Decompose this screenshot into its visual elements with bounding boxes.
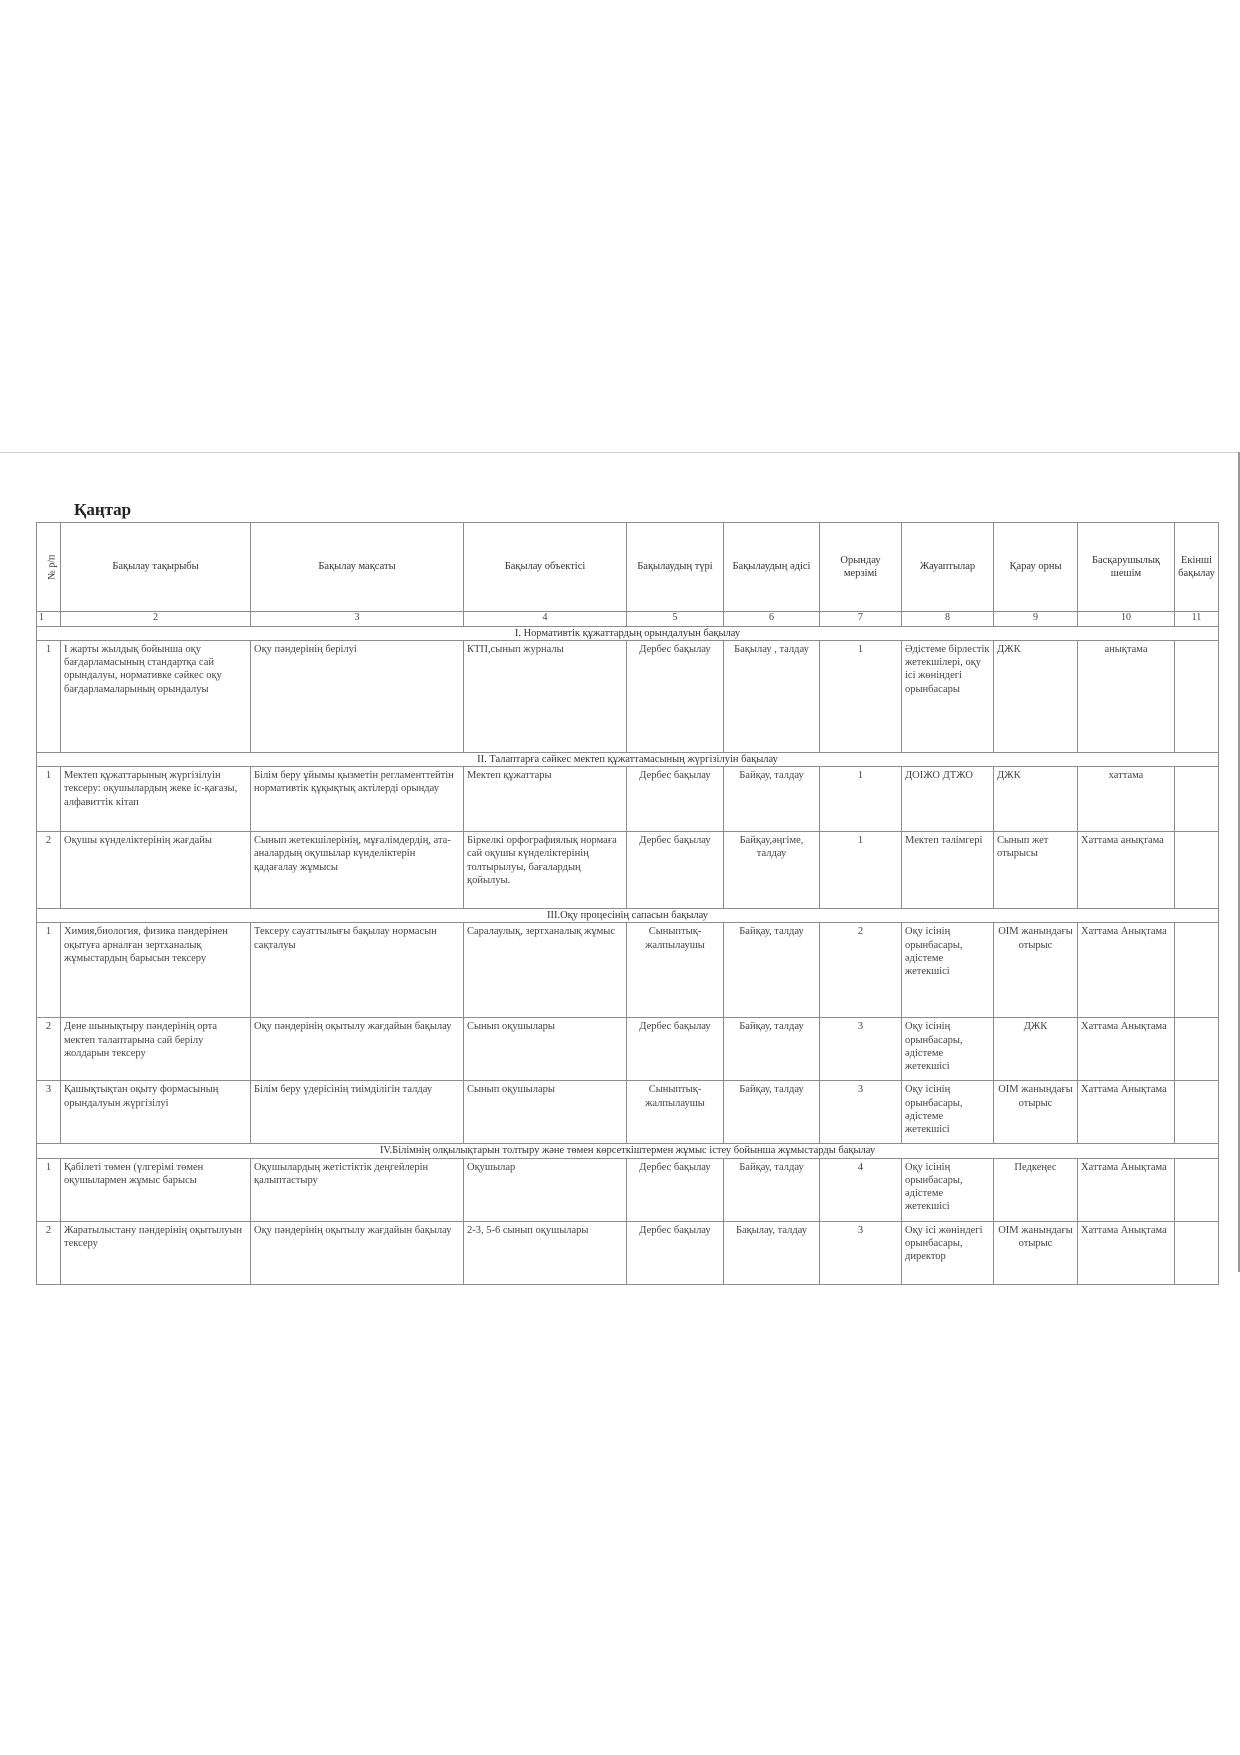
month-title: Қаңтар <box>74 500 132 519</box>
row-second-check <box>1175 767 1219 832</box>
row-object: КТП,сынып журналы <box>464 641 627 753</box>
row-second-check <box>1175 641 1219 753</box>
row-type: Дербес бақылау <box>627 641 724 753</box>
row-topic: І жарты жылдық бойынша оқу бағдарламасының стандартқа сай орындалуы, нормативке сәйкес оқу бағдарламаларының орындалуы <box>61 641 251 753</box>
row-number: 1 <box>37 923 61 1018</box>
row-deadline: 2 <box>820 923 902 1018</box>
row-topic: Қабілеті төмен (үлгерімі төмен оқушылармен жұмыс барысы <box>61 1158 251 1221</box>
header-decision: Басқарушылық шешім <box>1078 523 1175 612</box>
table-row <box>37 832 1219 909</box>
row-venue: ДЖК <box>994 1018 1078 1081</box>
table-row <box>37 1221 1219 1284</box>
row-topic: Химия,биология, физика пәндерінен оқытуға арналған зертханалық жұмыстардың барысын тексеру <box>61 923 251 1018</box>
row-method: Байқау, талдау <box>724 767 820 832</box>
row-venue: ДЖК <box>994 641 1078 753</box>
header-deadline: Орындау мерзімі <box>820 523 902 612</box>
header-type: Бақылаудың түрі <box>627 523 724 612</box>
row-decision: Хаттама Анықтама <box>1078 1081 1175 1144</box>
row-number: 2 <box>37 1018 61 1081</box>
row-deadline: 3 <box>820 1081 902 1144</box>
row-second-check <box>1175 1018 1219 1081</box>
table-row <box>37 641 1219 753</box>
row-object: Біркелкі орфографиялық нормаға сай оқушы күнделіктерінің толтырылуы, бағалардың қойылуы. <box>464 832 627 909</box>
row-method: Байқау, талдау <box>724 1081 820 1144</box>
index-cell: 3 <box>251 612 464 627</box>
page-edge <box>0 452 1240 453</box>
row-venue: Педкеңес <box>994 1158 1078 1221</box>
row-deadline: 1 <box>820 641 902 753</box>
row-deadline: 1 <box>820 767 902 832</box>
section-heading <box>37 627 1219 641</box>
row-deadline: 3 <box>820 1221 902 1284</box>
row-number: 1 <box>37 1158 61 1221</box>
row-venue: ДЖК <box>994 767 1078 832</box>
row-venue: ОІМ жанындағы отырыс <box>994 1081 1078 1144</box>
row-decision: анықтама <box>1078 641 1175 753</box>
section-heading <box>37 1144 1219 1158</box>
index-cell: 7 <box>820 612 902 627</box>
index-cell: 11 <box>1175 612 1219 627</box>
row-type: Дербес бақылау <box>627 1018 724 1081</box>
row-number: 2 <box>37 832 61 909</box>
row-responsible: ДОІЖО ДТЖО <box>902 767 994 832</box>
section-title: III.Оқу процесінің сапасын бақылау <box>37 909 1219 923</box>
row-number: 1 <box>37 641 61 753</box>
section-title: I. Нормативтік құжаттардың орындалуын бақылау <box>37 627 1219 641</box>
row-goal: Оқу пәндерінің берілуі <box>251 641 464 753</box>
row-venue: ОІМ жанындағы отырыс <box>994 1221 1078 1284</box>
control-plan-table <box>36 522 1219 1285</box>
header-object: Бақылау объектісі <box>464 523 627 612</box>
index-cell: 9 <box>994 612 1078 627</box>
row-responsible: Оқу ісі жөніндегі орынбасары, директор <box>902 1221 994 1284</box>
row-goal: Білім беру үдерісінің тиімділігін талдау <box>251 1081 464 1144</box>
table-row <box>37 767 1219 832</box>
row-decision: Хаттама Анықтама <box>1078 1018 1175 1081</box>
row-object: Сынып оқушылары <box>464 1018 627 1081</box>
row-object: 2-3, 5-6 сынып оқушылары <box>464 1221 627 1284</box>
row-method: Байқау, талдау <box>724 923 820 1018</box>
index-cell: 1 <box>37 612 61 627</box>
header-venue: Қарау орны <box>994 523 1078 612</box>
row-method: Бақылау, талдау <box>724 1221 820 1284</box>
row-number: 3 <box>37 1081 61 1144</box>
row-type: Сыныптық-жалпылаушы <box>627 1081 724 1144</box>
row-second-check <box>1175 832 1219 909</box>
row-responsible: Оқу ісінің орынбасары, әдістеме жетекшісі <box>902 923 994 1018</box>
row-venue: Сынып жет отырысы <box>994 832 1078 909</box>
table-row <box>37 1018 1219 1081</box>
header-second: Екінші бақылау <box>1175 523 1219 612</box>
row-number: 1 <box>37 767 61 832</box>
table-row <box>37 923 1219 1018</box>
row-goal: Сынып жетекшілерінің, мұғалімдердің, ата-аналардың оқушылар күнделіктерін қадағалау жұмысы <box>251 832 464 909</box>
row-object: Сынып оқушылары <box>464 1081 627 1144</box>
row-goal: Оқушылардың жетістіктік деңгейлерін қалыптастыру <box>251 1158 464 1221</box>
row-responsible: Оқу ісінің орынбасары, әдістеме жетекшісі <box>902 1018 994 1081</box>
row-responsible: Оқу ісінің орынбасары, әдістеме жетекшісі <box>902 1081 994 1144</box>
row-venue: ОІМ жанындағы отырыс <box>994 923 1078 1018</box>
row-type: Сыныптық-жалпылаушы <box>627 923 724 1018</box>
row-method: Байқау,әңгіме, талдау <box>724 832 820 909</box>
row-second-check <box>1175 923 1219 1018</box>
header-topic: Бақылау тақырыбы <box>61 523 251 612</box>
index-cell: 2 <box>61 612 251 627</box>
row-method: Бақылау , талдау <box>724 641 820 753</box>
index-cell: 10 <box>1078 612 1175 627</box>
header-num: № р/п <box>37 523 61 612</box>
section-title: IV.Білімнің олқылықтарын толтыру және төмен көрсеткіштермен жұмыс істеу бойынша жұмыстарды бақылау <box>37 1144 1219 1158</box>
row-type: Дербес бақылау <box>627 1158 724 1221</box>
index-cell: 5 <box>627 612 724 627</box>
header-responsible: Жауаптылар <box>902 523 994 612</box>
row-topic: Оқушы күнделіктерінің жағдайы <box>61 832 251 909</box>
row-second-check <box>1175 1081 1219 1144</box>
section-heading <box>37 753 1219 767</box>
row-goal: Білім беру ұйымы қызметін регламенттейтін нормативтік құқықтық актілерді орындау <box>251 767 464 832</box>
row-responsible: Оқу ісінің орынбасары, әдістеме жетекшісі <box>902 1158 994 1221</box>
index-cell: 6 <box>724 612 820 627</box>
row-deadline: 1 <box>820 832 902 909</box>
table-row <box>37 1081 1219 1144</box>
row-second-check <box>1175 1221 1219 1284</box>
row-responsible: Әдістеме бірлестік жетекшілері, оқу ісі жөніндегі орынбасары <box>902 641 994 753</box>
header-method: Бақылаудың әдісі <box>724 523 820 612</box>
row-decision: Хаттама анықтама <box>1078 832 1175 909</box>
row-topic: Қашықтықтан оқыту формасының орындалуын жүргізілуі <box>61 1081 251 1144</box>
row-type: Дербес бақылау <box>627 832 724 909</box>
row-object: Мектеп құжаттары <box>464 767 627 832</box>
table-row <box>37 1158 1219 1221</box>
row-object: Саралаулық, зертханалық жұмыс <box>464 923 627 1018</box>
row-type: Дербес бақылау <box>627 1221 724 1284</box>
row-decision: Хаттама Анықтама <box>1078 1221 1175 1284</box>
row-type: Дербес бақылау <box>627 767 724 832</box>
header-row <box>37 523 1219 612</box>
row-deadline: 4 <box>820 1158 902 1221</box>
index-row <box>37 612 1219 627</box>
row-method: Байқау, талдау <box>724 1158 820 1221</box>
row-object: Оқушылар <box>464 1158 627 1221</box>
index-cell: 4 <box>464 612 627 627</box>
section-title: II. Талаптарға сәйкес мектеп құжаттамасының жүргізілуін бақылау <box>37 753 1219 767</box>
row-decision: Хаттама Анықтама <box>1078 1158 1175 1221</box>
row-number: 2 <box>37 1221 61 1284</box>
row-deadline: 3 <box>820 1018 902 1081</box>
row-method: Байқау, талдау <box>724 1018 820 1081</box>
row-goal: Оқу пәндерінің оқытылу жағдайын бақылау <box>251 1018 464 1081</box>
section-heading <box>37 909 1219 923</box>
row-responsible: Мектеп тәлімгері <box>902 832 994 909</box>
row-goal: Оқу пәндерінің оқытылу жағдайын бақылау <box>251 1221 464 1284</box>
row-decision: Хаттама Анықтама <box>1078 923 1175 1018</box>
row-topic: Мектеп құжаттарының жүргізілуін тексеру: оқушылардың жеке іс-қағазы, алфавиттік кітап <box>61 767 251 832</box>
row-goal: Тексеру сауаттылығы бақылау нормасын сақталуы <box>251 923 464 1018</box>
index-cell: 8 <box>902 612 994 627</box>
row-topic: Дене шынықтыру пәндерінің орта мектеп талаптарына сай берілу жолдарын тексеру <box>61 1018 251 1081</box>
header-goal: Бақылау мақсаты <box>251 523 464 612</box>
row-second-check <box>1175 1158 1219 1221</box>
row-topic: Жаратылыстану пәндерінің оқытылуын тексеру <box>61 1221 251 1284</box>
row-decision: хаттама <box>1078 767 1175 832</box>
